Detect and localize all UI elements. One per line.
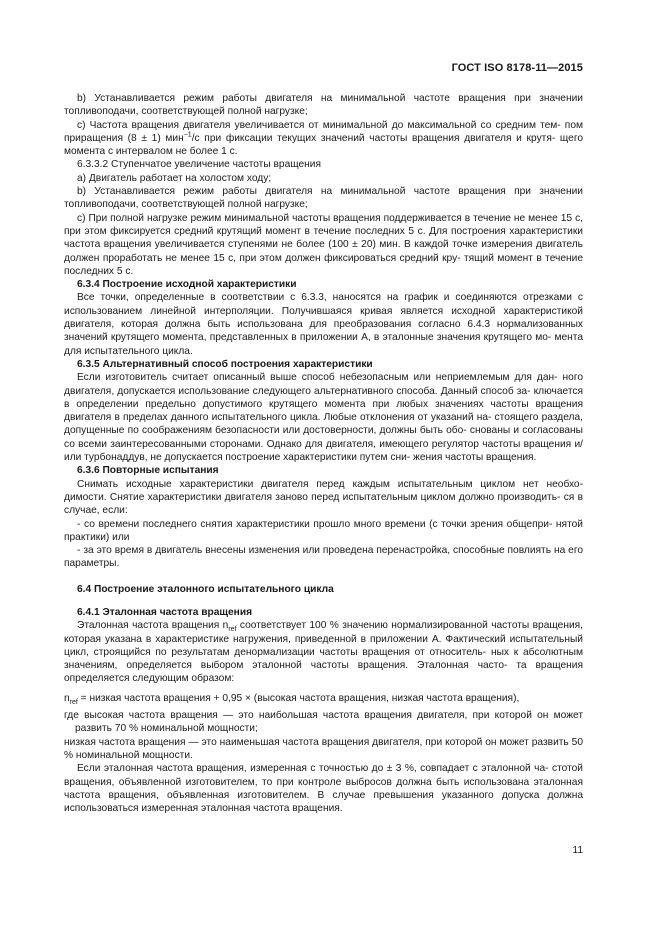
paragraph: Все точки, определенные в соответствии с 6.3.3, наносятся на график и соединяются отрезками с использованием линейной интерполяции. Получившаяся кривая является исходной характеристикой двигателя, которая должна быть использована для преобразования согласно 6.4.3 нормализованных значений крутящего момента, представленных в приложении А, в эталонные значения крутящего мо- мента для испытательного цикла.	[64, 292, 583, 357]
paragraph: Если изготовитель считает описанный выше способ небезопасным или неприемлемым для дан- ного двигателя, допускается использование следующего альтернативного способа. Данный способ за- ключается в определении предельно допустимого крутящего момента при любых значениях частоты вращения двигателя в пределах данного испытательного цикла. Любые отклонения от указаний на- стоящего раздела, допущенные по соображениям безопасности или достоверности, должны быть обо- снованы и согласованы со всеми заинтересованными сторонами. Однако для двигателя, имеющего регулятор частоты вращения и/или турбонаддув, не допускается построение характеристики путем сни- жения частоты вращения.	[64, 372, 583, 464]
definition-item: где высокая частота вращения — это наибольшая частота вращения двигателя, при которой он может развить 70 % номинальной мощности;	[64, 710, 583, 735]
paragraph: b) Устанавливается режим работы двигателя на минимальной частоте вращения при значении топливоподачи, соответствующей полной нагрузке;	[64, 186, 583, 211]
section-heading-6-3-5: 6.3.5 Альтернативный способ построения характеристики	[77, 358, 373, 370]
subsection-heading: 6.3.3.2 Ступенчатое увеличение частоты вращения	[77, 159, 322, 171]
dash-list-item: - со времени последнего снятия характеристики прошло много времени (с точки зрения общепри- нятой практики) или	[64, 518, 583, 543]
paragraph: Снимать исходные характеристики двигателя перед каждым испытательным циклом нет необхо- димости. Снятие характеристики двигателя заново перед испытательным циклом должно производить- ся в случае, если:	[64, 478, 583, 517]
section-heading-6-3-6: 6.3.6 Повторные испытания	[77, 465, 219, 477]
formula: $n_{ref}$ = низкая частота вращения + 0,95 × (высокая частота вращения, низкая частота вращения),	[64, 692, 520, 706]
section-heading-6-3-4: 6.3.4 Построение исходной характеристики	[77, 279, 297, 291]
paragraph: а) Двигатель работает на холостом ходу;	[77, 172, 272, 184]
dash-list-item: - за это время в двигатель внесены изменения или проведена перенастройка, способные повлиять на его параметры.	[64, 545, 583, 570]
document-header: ГОСТ ISO 8178-11—2015	[451, 62, 583, 74]
document-body	[64, 92, 583, 815]
page-number: 11	[572, 845, 583, 856]
section-heading-6-4: 6.4 Построение эталонного испытательного цикла	[77, 583, 334, 595]
paragraph: с) При полной нагрузке режим минимальной частоты вращения поддерживается в течение не менее 15 с, при этом фиксируется средний крутящий момент в течение последних 5 с. Для построения характеристики частота вращения увеличивается ступенями не более (100 ± 20) мин. В каждой точке измерения двигатель должен проработать не менее 15 с, при этом должен фиксироваться средний кру- тящий момент в течение последних 5 с.	[64, 212, 583, 277]
paragraph: Если эталонная частота вращения, измеренная с точностью до ± 3 %, совпадает с эталонной ча- стотой вращения, объявленной изготовителем, то при контроле выбросов должна быть использована эталонная частота вращения, объявленная изготовителем. В случае превышения указанного допуска должна использоваться измеренная эталонная частота вращения.	[64, 763, 583, 815]
section-heading-6-4-1: 6.4.1 Эталонная частота вращения	[77, 606, 253, 618]
paragraph: с) Частота вращения двигателя увеличивается от минимальной до максимальной со средним тем- пом приращения (8 ± 1) мин$^{-1}$/с при фиксации текущих значений частоты вращения двигателя и крутя- щего момента с интервалом не более 1 с.	[64, 119, 584, 158]
paragraph: b) Устанавливается режим работы двигателя на минимальной частоте вращения при значении топливоподачи, соответствующей полной нагрузке;	[64, 93, 583, 118]
paragraph: Эталонная частота вращения $n_{ref}$ соответствует 100 % значению нормализированной частоты вращения, которая указана в характеристике нагружения, приведенной в приложении А. Фактический испытательный цикл, строящийся по результатам денормализации частоты вращения от относитель- ных к абсолютным значениям, определяется выбором эталонной частоты вращения. Эталонная часто- та вращения определяется следующим образом:	[64, 620, 583, 685]
definition-item: низкая частота вращения — это наименьшая частота вращения двигателя, при которой он может развить 50 % номинальной мощности.	[64, 736, 583, 761]
